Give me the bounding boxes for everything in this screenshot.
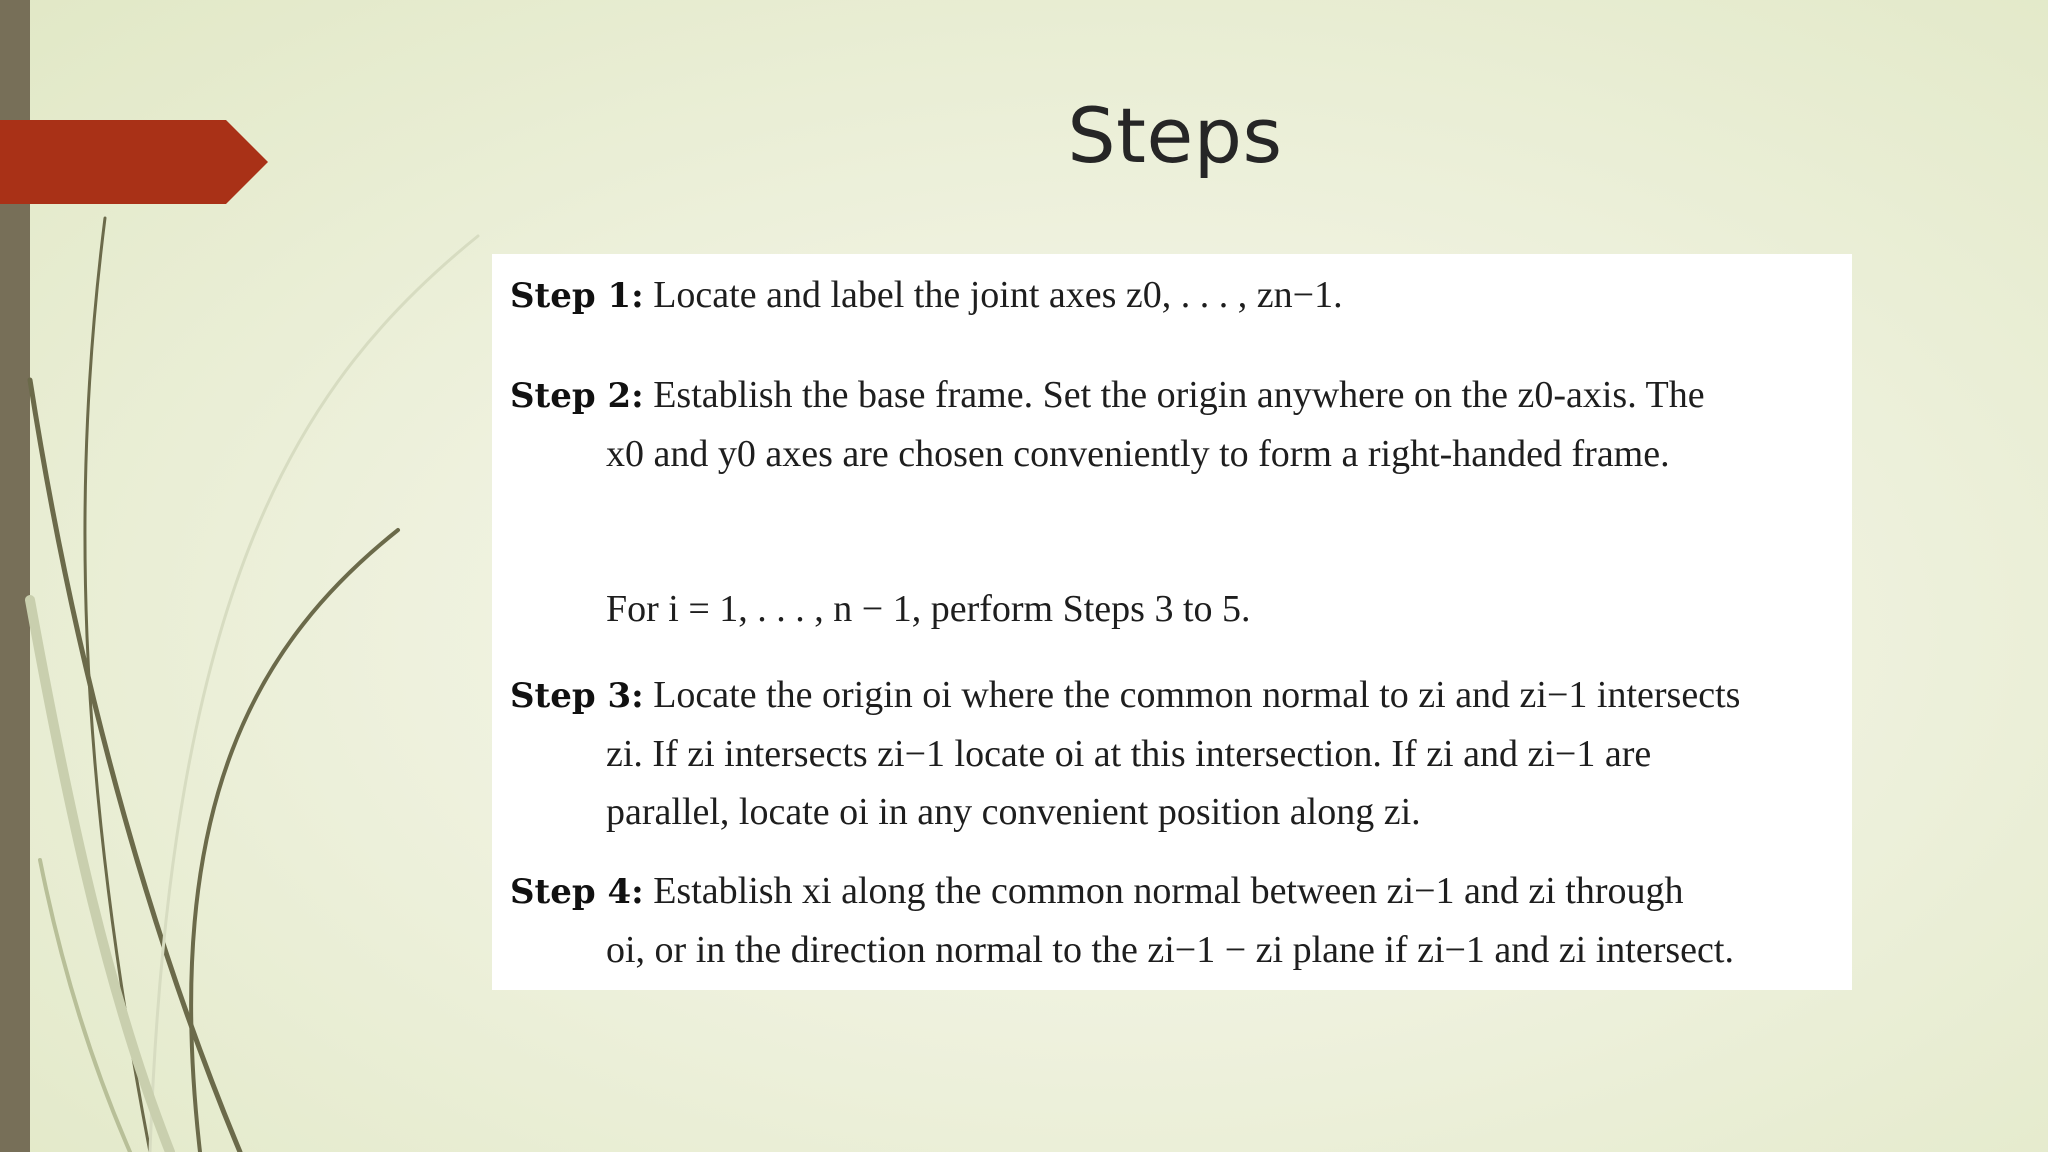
step-3-line-3: parallel, locate oi in any convenient position along zi. (606, 791, 1421, 833)
step-2-label: Step 2: (510, 376, 644, 416)
step-1-label: Step 1: (510, 276, 644, 316)
step-2-line-2: x0 and y0 axes are chosen conveniently to form a right-handed frame. (606, 433, 1670, 475)
steps-image-panel (492, 254, 1852, 990)
step-4 (510, 862, 1830, 979)
loop-note: For i = 1, . . . , n − 1, perform Steps 3 to 5. (606, 588, 1251, 630)
step-3-line-1: Locate the origin oi where the common normal to zi and zi−1 intersects (653, 674, 1741, 716)
step-3-label: Step 3: (510, 676, 644, 716)
accent-arrow-shape (0, 120, 268, 204)
step-2 (510, 366, 1830, 483)
decor-curve-5 (30, 600, 170, 1152)
step-3 (510, 666, 1830, 841)
step-3-line-2: zi. If zi intersects zi−1 locate oi at this intersection. If zi and zi−1 are (606, 733, 1652, 775)
slide-title: Steps (1067, 91, 1283, 180)
step-4-label: Step 4: (510, 872, 644, 912)
step-1-text: Locate and label the joint axes z0, . . . , zn−1. (653, 274, 1343, 316)
step-2-line-1: Establish the base frame. Set the origin anywhere on the z0-axis. The (653, 374, 1705, 416)
step-4-line-1: Establish xi along the common normal between zi−1 and zi through (653, 870, 1684, 912)
decor-curve-4 (150, 236, 478, 1152)
step-1 (510, 266, 1830, 325)
step-4-line-2: oi, or in the direction normal to the zi−1 − zi plane if zi−1 and zi intersect. (606, 929, 1734, 971)
